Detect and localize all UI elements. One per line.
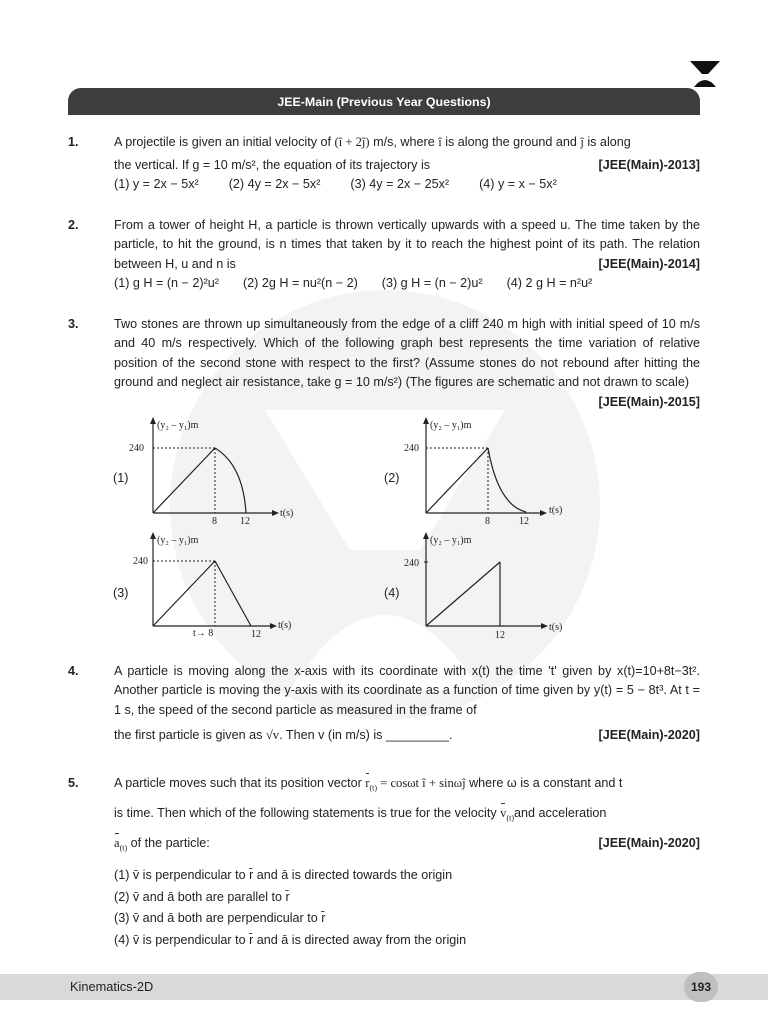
question-number: 5. (68, 776, 79, 790)
y-tick-240: 240 (129, 443, 144, 454)
y-tick-240: 240 (404, 558, 419, 569)
position-vector: r (365, 774, 369, 793)
option-4[interactable]: (4) v̄ is perpendicular to r̄ and ā is directed away from the origin (114, 932, 467, 947)
page-number-badge: 193 (684, 972, 718, 1002)
x-tick-8: 8 (485, 516, 490, 527)
section-banner: JEE-Main (Previous Year Questions) (68, 88, 700, 115)
graph-option-3-label[interactable]: (3) (113, 586, 129, 600)
option-3[interactable]: (3) v̄ and ā both are perpendicular to r̄ (114, 911, 326, 925)
position-equation: = cosωt î + sinωĵ (377, 776, 466, 790)
graph-option-1-label[interactable]: (1) (113, 471, 129, 485)
y-axis-label: (y₂ – y₁)m (430, 535, 472, 546)
question-text: From a tower of height H, a particle is thrown vertically upwards with a speed u. The time taken by the particle, to hit the ground, is n times that taken by it to reach the highest point of its path. The relation between H, u and n is (114, 218, 700, 271)
x-tick-8: 8 (212, 516, 217, 527)
option-1[interactable]: (1) g H = (n − 2)²u² (114, 276, 219, 291)
y-axis-label: (y₂ – y₁)m (157, 420, 199, 431)
option-2[interactable]: (2) 4y = 2x − 5x² (228, 177, 321, 192)
curve-fall (215, 448, 246, 513)
sqrt-v-expression: √v (265, 728, 280, 743)
acceleration-vector: a (114, 834, 120, 853)
option-1[interactable]: (1) y = 2x − 5x² (114, 177, 199, 192)
option-1[interactable]: (1) v̄ is perpendicular to r̄ and ā is directed towards the origin (114, 868, 453, 882)
x-axis-label: t(s) (278, 620, 292, 631)
curve-rise (426, 562, 500, 626)
graph-option-2-label[interactable]: (2) (384, 471, 400, 485)
chapter-title: Kinematics-2D (70, 979, 154, 994)
graph-1 (125, 415, 305, 527)
velocity-expression: (î + 2ĵ) (334, 135, 370, 149)
options (114, 274, 700, 293)
option-3[interactable]: (3) g H = (n − 2)u² (381, 276, 483, 291)
option-2[interactable]: (2) 2g H = nu²(n − 2) (242, 276, 358, 291)
question-text: A particle is moving along the x-axis with its coordinate with x(t) the time 't' given by x(t)=10+8t−3t². Another particle is moving the y-axis with its coordinate as a function of time given by y(t) = 5 − 8t³. At t = 1 s, the speed of the second particle as measured in the frame of (114, 664, 700, 717)
x-axis-label: t(s) (280, 508, 294, 519)
graph-2 (398, 415, 578, 527)
exam-tag: [JEE(Main)-2013] (598, 158, 700, 172)
y-axis-label: (y₂ – y₁)m (430, 420, 472, 431)
curve-rise (426, 448, 488, 513)
x-tick-12: 12 (251, 629, 261, 640)
publisher-logo-icon (690, 61, 720, 87)
curve-fall (215, 561, 251, 626)
question-number: 3. (68, 317, 79, 331)
graph-4 (398, 530, 578, 642)
options (114, 866, 700, 952)
x-axis-label: t(s) (549, 505, 563, 516)
x-tick-12: 12 (519, 516, 529, 527)
question-text: A projectile is given an initial velocity of (î + 2ĵ) m/s, where î is along the ground and ĵ is along the vertical. If g = 10 m/s², the equation of its trajectory is [JEE(Main)-2013] (1) y = 2x − 5x² (2) 4y = 2x − 5x² (3) 4y = 2x − 25x² (4) y = x − 5x² (114, 133, 700, 195)
exam-tag: [JEE(Main)-2020] (598, 728, 700, 743)
option-4[interactable]: (4) 2 g H = n²u² (506, 276, 593, 291)
question-number: 2. (68, 218, 79, 232)
graph-3 (125, 530, 305, 642)
option-4[interactable]: (4) y = x − 5x² (479, 177, 557, 192)
x-tick-12: 12 (240, 516, 250, 527)
question-text: Two stones are thrown up simultaneously from the edge of a cliff 240 m high with initial speed of 10 m/s and 40 m/s respectively. Which of the following graph best represents the time variation of relative position of the second stone with respect to the first? (Assume stones do not rebound after hitting the ground and neglect air resistance, take g = 10 m/s²) (The figures are schematic and not drawn to scale) (114, 317, 700, 390)
velocity-vector: v (500, 804, 506, 823)
y-tick-240: 240 (404, 443, 419, 454)
y-axis-label: (y₂ – y₁)m (157, 535, 199, 546)
exam-tag: [JEE(Main)-2020] (598, 836, 700, 850)
options (114, 175, 700, 194)
option-3[interactable]: (3) 4y = 2x − 25x² (350, 177, 450, 192)
question-number: 1. (68, 135, 79, 149)
option-2[interactable]: (2) v̄ and ā both are parallel to r̄ (114, 889, 290, 904)
x-tick-8: t→ 8 (193, 628, 214, 639)
page-footer (0, 974, 768, 1000)
x-axis-label: t(s) (549, 622, 563, 633)
exam-tag: [JEE(Main)-2015] (598, 394, 700, 409)
graph-option-4-label[interactable]: (4) (384, 586, 400, 600)
curve-fall (488, 448, 526, 512)
x-tick-12: 12 (495, 630, 505, 641)
exam-tag: [JEE(Main)-2014] (598, 256, 700, 271)
question-number: 4. (68, 664, 79, 678)
curve-rise (153, 561, 215, 626)
curve-rise (153, 448, 215, 513)
y-tick-240: 240 (133, 556, 148, 567)
